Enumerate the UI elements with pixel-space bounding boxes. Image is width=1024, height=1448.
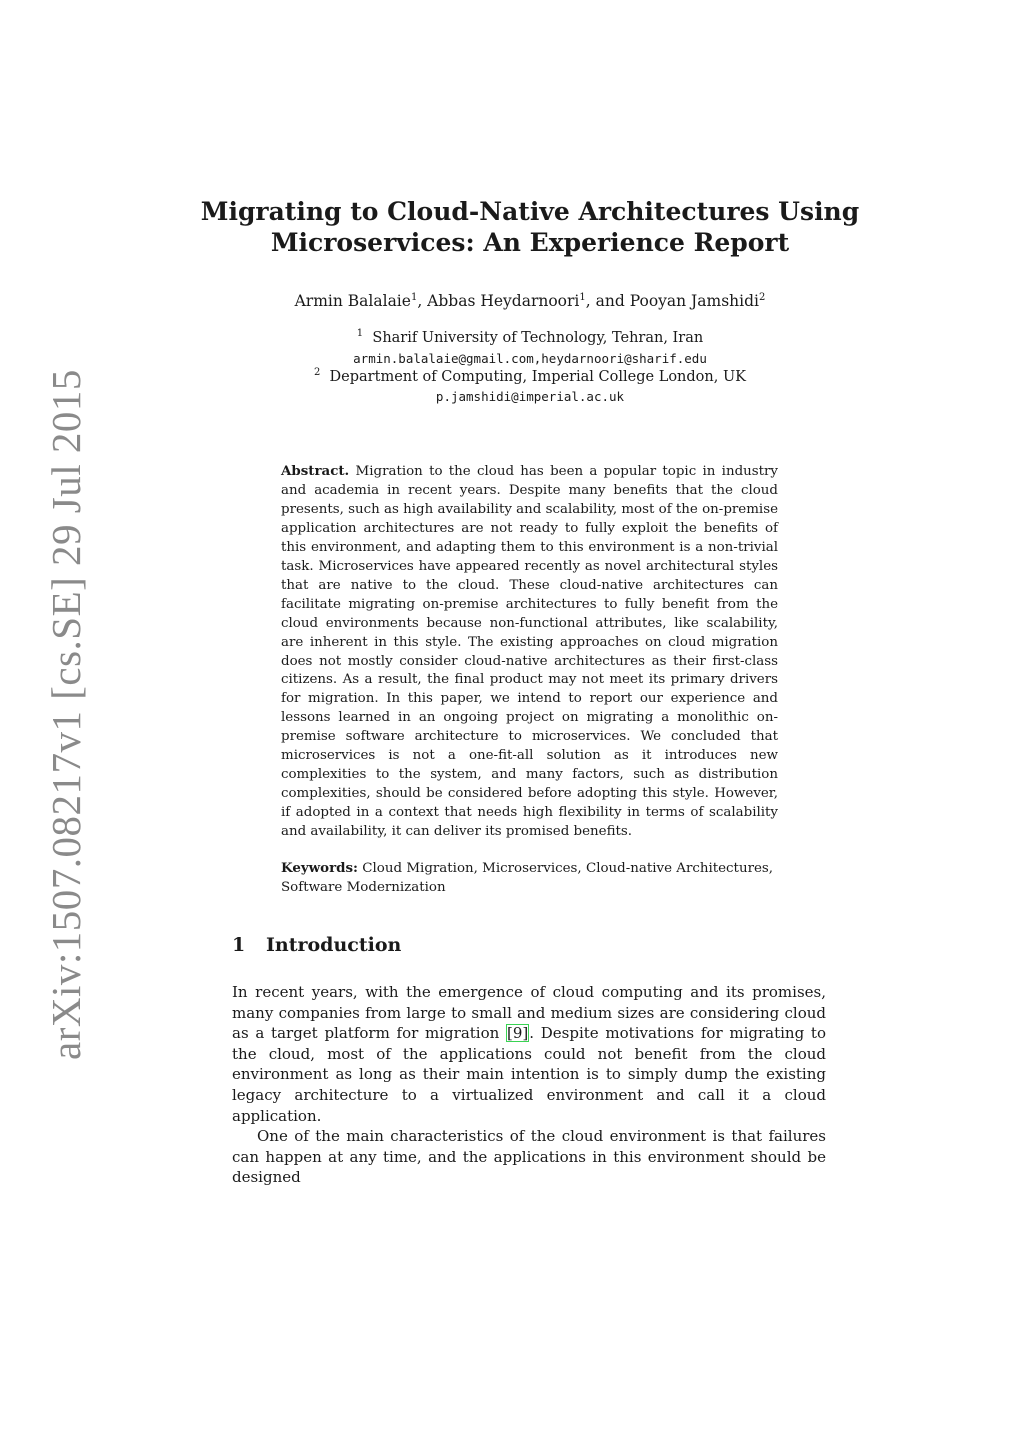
- affil-name: Department of Computing, Imperial College London, UK: [329, 369, 747, 385]
- arxiv-identifier: arXiv:1507.08217v1 [cs.SE] 29 Jul 2015: [43, 369, 89, 1060]
- abstract-text: Migration to the cloud has been a popular topic in industry and academia in recent years. Despite many benefits that the cloud presents, such as high availability and scalability, most of the on-premise application architectures are not ready to fully exploit the benefits of this environment, and adapting them to this environment is a non-trivial task. Microservices have appeared recently as novel architectural styles that are native to the cloud. These cloud-native architectures can facilitate migrating on-premise architectures to fully benefit from the cloud environments because non-functional attributes, like scalability, are inherent in this style. The existing approaches on cloud migration does not mostly consider cloud-native architectures as their first-class citizens. As a result, the final product may not meet its primary drivers for migration. In this paper, we intend to report our experience and lessons learned in an ongoing project on migrating a monolithic on-premise software architecture to microservices. We concluded that microservices is not a one-fit-all solution as it introduces new complexities to the system, and many factors, such as distribution complexities, should be considered before adopting this style. However, if adopted in a context that needs high flexibility in terms of scalability and availability, it can deliver its promised benefits.: [281, 464, 778, 840]
- keywords-label: Keywords:: [281, 860, 359, 876]
- section-number: 1: [232, 934, 246, 956]
- author-name: Abbas Heydarnoori: [427, 292, 580, 310]
- abstract: [281, 462, 778, 842]
- affil-number: 2: [313, 367, 321, 379]
- author-affil-mark: 1: [410, 291, 418, 303]
- keywords: [281, 859, 791, 898]
- abstract-label: Abstract.: [281, 463, 350, 479]
- affiliation-1: [200, 330, 860, 346]
- author-name: Armin Balalaie: [294, 292, 411, 310]
- affil-number: 1: [356, 328, 364, 340]
- section-heading: [232, 934, 401, 956]
- author-list: [200, 292, 860, 310]
- citation-link[interactable]: [9]: [507, 1024, 529, 1043]
- author-name: Pooyan Jamshidi: [629, 292, 759, 310]
- affiliation-2: [200, 369, 860, 385]
- paragraph-text: . Despite motivations for migrating to the cloud, most of the applications could not benefit from the cloud environment as long as their main intention is to simply dump the existing legacy architecture to a virtualized environment and call it a cloud application.: [232, 1024, 826, 1125]
- title-line-2: Microservices: An Experience Report: [270, 228, 790, 257]
- author-separator: ,: [417, 292, 428, 310]
- affiliation-2-email: p.jamshidi@imperial.ac.uk: [435, 389, 625, 404]
- author-affil-mark: 1: [579, 291, 586, 303]
- author-affil-mark: 2: [759, 291, 766, 303]
- title-line-1: Migrating to Cloud-Native Architectures Using: [200, 197, 860, 226]
- keywords-text: Cloud Migration, Microservices, Cloud-native Architectures, Software Modernization: [281, 861, 774, 895]
- paragraph: One of the main characteristics of the cloud environment is that failures can happen at any time, and the applications in this environment should be designed: [232, 1127, 826, 1187]
- affil-name: Sharif University of Technology, Tehran, Iran: [372, 330, 704, 346]
- affiliation-1-email: armin.balalaie@gmail.com,heydarnoori@sharif.edu: [353, 351, 707, 366]
- author-separator: , and: [585, 292, 630, 310]
- paper-title: [200, 196, 860, 258]
- section-title: Introduction: [266, 934, 402, 956]
- section-body: [232, 982, 826, 1188]
- paragraph-text: In recent years, with the emergence of cloud computing and its promises, many companies from large to small and medium sizes are considering cloud as a target platform for migration: [232, 983, 826, 1043]
- paragraph: [232, 982, 826, 1126]
